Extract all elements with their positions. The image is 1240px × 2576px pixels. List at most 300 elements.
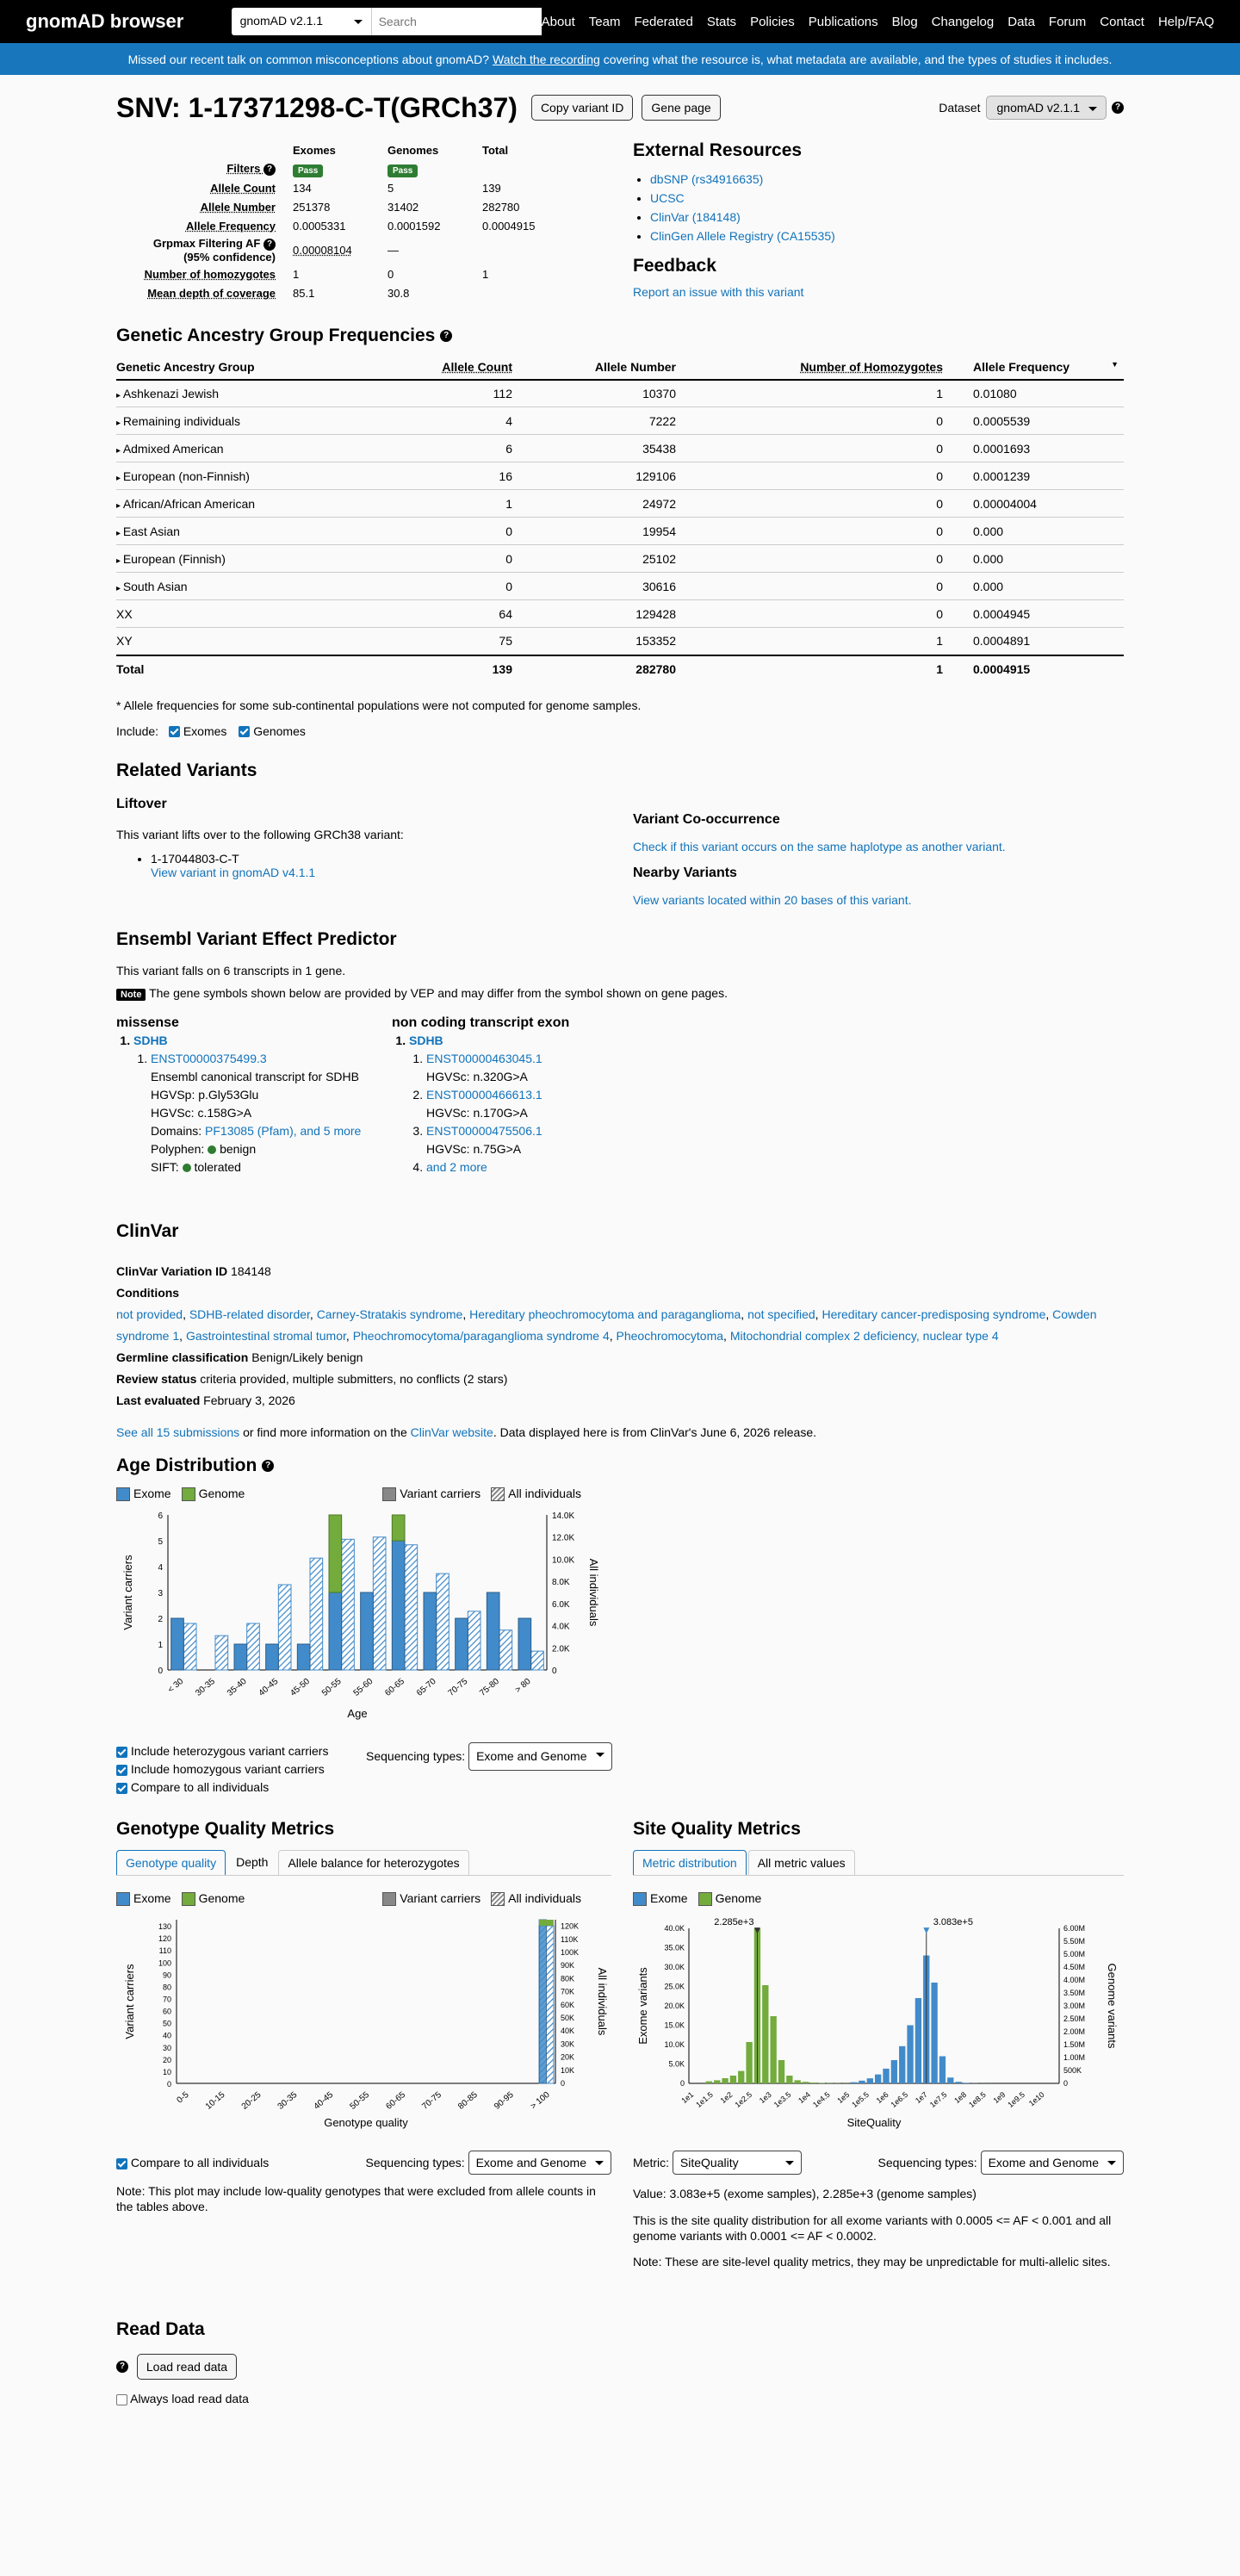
allele-frequency-exome: 0.0005331 [293, 219, 346, 233]
y2-tick-label: 6.0K [552, 1599, 570, 1610]
ancestry-cell: 129106 [512, 462, 676, 490]
site-logo[interactable]: gnomAD browser [26, 10, 184, 32]
help-icon[interactable]: ? [440, 330, 452, 342]
x-tick-label: 20-25 [239, 2090, 264, 2112]
exome-bar [939, 2057, 946, 2084]
ancestry-cell: 0.0004945 [943, 600, 1124, 628]
ancestry-cell: ▸ European (non-Finnish) [116, 462, 400, 490]
y-tick-label: 0 [679, 2079, 685, 2089]
x-tick-label: 0-5 [175, 2090, 191, 2106]
gq-note: Note: This plot may include low-quality genotypes that were excluded from allele counts in the tables above. [116, 2184, 596, 2214]
y-tick-label: 2 [158, 1614, 163, 1624]
sq-tabs [633, 1850, 1124, 1876]
ancestry-cell: 0.000 [943, 518, 1124, 545]
y2-tick-label: 120K [561, 1921, 580, 1931]
ancestry-cell: 0 [676, 545, 943, 573]
th-homozygotes[interactable]: Number of Homozygotes [676, 355, 943, 380]
condition-link[interactable]: not specified [747, 1307, 815, 1321]
sq-legend: Exome Genome [633, 1891, 1124, 1906]
always-load-checkbox[interactable] [116, 2394, 127, 2405]
ancestry-row [116, 600, 1124, 628]
nav-link[interactable]: Publications [808, 14, 878, 29]
banner-text: Missed our recent talk on common misconceptions about gnomAD? [127, 52, 489, 66]
ancestry-title: Genetic Ancestry Group Frequencies ? [116, 326, 1124, 346]
gene-link[interactable]: SDHB [133, 1033, 168, 1047]
all-individuals-bar [468, 1611, 480, 1670]
ancestry-cell: 0 [676, 435, 943, 462]
nav-link[interactable]: Data [1008, 14, 1035, 29]
ancestry-cell: 24972 [512, 490, 676, 518]
dataset-select[interactable]: gnomAD v2.1.1 [232, 8, 372, 35]
exome-bar [947, 2077, 953, 2083]
exome-bar [392, 1541, 405, 1670]
homozygotes-genome: 0 [388, 268, 394, 282]
include-genomes-checkbox[interactable] [239, 726, 250, 737]
ancestry-row[interactable] [116, 407, 1124, 435]
tab-allele-balance[interactable]: Allele balance for heterozygotes [278, 1850, 468, 1875]
all-individuals-bar [183, 1623, 196, 1670]
y2-tick-label: 6.00M [1063, 1924, 1086, 1934]
genome-bar [770, 2016, 776, 2083]
noncoding-section: non coding transcript exon 1. SDHB 1. ENST00000463045.1 HGVSc: n.320G>A 2. ENST00000466613.1 HGVSc: n.170G>A 3. ENST00000475506.1 HGVSc: n.75G>A 4. and 2 more [392, 1014, 569, 1176]
page-header [116, 90, 1124, 125]
compare-all-checkbox[interactable] [116, 1783, 127, 1794]
ancestry-cell: 1 [400, 490, 512, 518]
age-title: Age Distribution ? [116, 1456, 1124, 1476]
all-individuals-bar [437, 1574, 450, 1670]
total-cell: Total [116, 655, 400, 683]
x-tick-label: 1e3.5 [772, 2090, 793, 2110]
dbsnp-link[interactable]: dbSNP (rs34916635) [650, 172, 764, 186]
y-tick-label: 30.0K [664, 1963, 685, 1972]
load-read-data-button[interactable]: Load read data [137, 2354, 237, 2380]
y-tick-label: 50 [162, 2019, 171, 2028]
ancestry-cell: ▸ Admixed American [116, 435, 400, 462]
y2-tick-label: 110K [561, 1934, 579, 1944]
ancestry-row[interactable] [116, 518, 1124, 545]
ancestry-cell: ▸ East Asian [116, 518, 400, 545]
ancestry-cell: 30616 [512, 573, 676, 600]
ancestry-row[interactable] [116, 380, 1124, 407]
include-exomes-checkbox[interactable] [169, 726, 180, 737]
nav-link[interactable]: Federated [634, 14, 693, 29]
tab-all-metric-values[interactable]: All metric values [748, 1850, 855, 1875]
clinvar-details: ClinVar Variation ID 184148 Conditions not provided, SDHB-related disorder, Carney-Stratakis syndrome, Hereditary pheochromocytoma and paraganglioma, not specified, Hereditary cancer-predisposing syndrome, Cowden syndrome 1, Gastrointestinal stromal tumor, Pheochromocytoma/paraganglioma syndrome 4, Pheochromocytoma, Mitochondrial complex 2 deficiency, nuclear type 4 Germline classification Benign/Likely benign Review status criteria provided, multiple submitters, no conflicts (2 stars) Last evaluated February 3, 2026 See all 15 submissions or find more information on the ClinVar website. Data displayed here is from ClinVar's June 6, 2026 release. [116, 1261, 1124, 1443]
x-tick-label: 40-45 [312, 2090, 336, 2112]
ancestry-cell: 16 [400, 462, 512, 490]
ancestry-cell: 75 [400, 628, 512, 655]
y2-tick-label: 90K [561, 1961, 575, 1971]
allele-count-label: Allele Count [210, 181, 276, 195]
clinvar-link[interactable]: ClinVar (184148) [650, 210, 741, 224]
condition-link[interactable]: Hereditary cancer-predisposing syndrome [822, 1307, 1046, 1321]
y-tick-label: 5.0K [668, 2059, 685, 2069]
y-tick-label: 3 [158, 1588, 163, 1598]
nav-link[interactable]: Contact [1100, 14, 1144, 29]
x-tick-label: 1e1.5 [694, 2090, 715, 2110]
homozygotes-label: Number of homozygotes [144, 268, 276, 282]
x-tick-label: 1e6 [874, 2090, 890, 2106]
y2-tick-label: 4.0K [552, 1622, 570, 1632]
ancestry-cell: 0.00004004 [943, 490, 1124, 518]
exome-bar [234, 1644, 247, 1670]
x-tick-label: 1e1 [679, 2090, 696, 2106]
age-chart [116, 1506, 598, 1739]
vep-note: Note The gene symbols shown below are provided by VEP and may differ from the symbol shown on gene pages. [116, 986, 1124, 1000]
y-tick-label: 110 [158, 1946, 171, 1956]
nav-link[interactable]: Blog [891, 14, 918, 29]
total-cell: 0.0004915 [943, 655, 1124, 683]
all-individuals-bar [342, 1539, 355, 1670]
allele-frequency-genome: 0.0001592 [388, 219, 441, 233]
condition-link[interactable]: Mitochondrial complex 2 deficiency, nuclear type 4 [729, 1328, 999, 1343]
age-seq-types: Sequencing types: Exome and Genome [366, 1742, 612, 1797]
nav-link[interactable]: Team [588, 14, 621, 29]
y-axis-label: Variant carriers [121, 1555, 134, 1630]
x-tick-label: 1e10 [1026, 2090, 1046, 2108]
ancestry-cell: XX [116, 600, 400, 628]
search-box [232, 8, 542, 35]
y-tick-label: 40.0K [664, 1924, 685, 1934]
noncoding-title: non coding transcript exon [392, 1015, 570, 1030]
total-cell: 1 [676, 655, 943, 683]
ancestry-cell: 4 [400, 407, 512, 435]
y-tick-label: 120 [158, 1934, 171, 1944]
genome-bar [706, 2082, 712, 2083]
y2-tick-label: 2.50M [1063, 2014, 1086, 2024]
allele-frequency-label: Allele Frequency [185, 219, 276, 233]
y2-axis-label: All individuals [587, 1558, 600, 1627]
y-tick-label: 40 [162, 2031, 171, 2040]
y2-tick-label: 10.0K [552, 1555, 575, 1566]
nav-link[interactable]: Help/FAQ [1157, 14, 1214, 29]
y2-tick-label: 50K [561, 2014, 575, 2023]
exome-bar [171, 1618, 184, 1670]
banner-text-end: covering what the resource is, what metadata are available, and the types of studies it includes. [603, 52, 1113, 66]
copy-variant-id-button[interactable]: Copy variant ID [531, 95, 633, 121]
genome-bar [819, 2083, 825, 2084]
liftover-link[interactable]: View variant in gnomAD v4.1.1 [151, 865, 316, 879]
variant-summary [116, 140, 633, 303]
y-tick-label: 20 [162, 2056, 171, 2065]
include-hom-checkbox[interactable] [116, 1765, 127, 1776]
ancestry-cell: ▸ Ashkenazi Jewish [116, 380, 400, 407]
tab-genotype-quality[interactable]: Genotype quality [116, 1850, 226, 1875]
y2-tick-label: 3.50M [1063, 1989, 1086, 1998]
y2-tick-label: 5.50M [1063, 1937, 1086, 1946]
grpmax-genome: — [388, 243, 399, 257]
y2-axis-label: All individuals [596, 1967, 609, 2036]
help-icon[interactable]: ? [116, 2361, 128, 2373]
ancestry-cell: 0.0001239 [943, 462, 1124, 490]
nearby-link[interactable]: View variants located within 20 bases of this variant. [633, 892, 912, 907]
allele-number-exome: 251378 [293, 200, 331, 214]
ancestry-cell: 6 [400, 435, 512, 462]
depth-label: Mean depth of coverage [147, 287, 276, 301]
x-tick-label: 10-15 [203, 2090, 227, 2112]
ancestry-row [116, 628, 1124, 655]
grpmax-exome[interactable]: 0.00008104 [293, 243, 352, 257]
nav-link[interactable]: Forum [1048, 14, 1087, 29]
gq-tabs [116, 1850, 611, 1876]
ancestry-row[interactable] [116, 545, 1124, 573]
age-legend: Exome Genome Variant carriers All individuals [116, 1487, 581, 1501]
x-tick-label: 70-75 [420, 2090, 443, 2112]
cooccurrence-section [633, 797, 1006, 907]
external-links [650, 170, 1124, 245]
th-group[interactable]: Genetic Ancestry Group [116, 355, 400, 380]
y-axis-label: Exome variants [636, 1967, 649, 2045]
th-allele-frequency[interactable]: Allele Frequency ▼ [943, 355, 1124, 380]
gene-page-button[interactable]: Gene page [642, 95, 720, 121]
genome-bar [778, 2060, 784, 2083]
dataset-dropdown[interactable]: gnomAD v2.1.1 [986, 96, 1107, 120]
announcement-banner [0, 43, 1240, 75]
liftover-variant: • 1-17044803-C-T [151, 852, 633, 866]
x-tick-label: < 30 [166, 1676, 186, 1695]
y-tick-label: 1 [158, 1640, 163, 1650]
genome-bar [714, 2081, 720, 2084]
ancestry-cell: 25102 [512, 545, 676, 573]
exome-bar [266, 1644, 279, 1670]
condition-link[interactable]: Cowden syndrome 1 [116, 1307, 1097, 1343]
transcript-link[interactable]: ENST00000475506.1 [426, 1123, 542, 1138]
ancestry-cell: 1 [676, 628, 943, 655]
exome-bar [955, 2082, 961, 2083]
x-tick-label: 1e7 [913, 2090, 929, 2106]
x-tick-label: 1e6.5 [889, 2090, 910, 2110]
more-transcripts-link[interactable]: and 2 more [426, 1159, 487, 1174]
exome-bar [875, 2075, 881, 2083]
page-title: SNV: 1-17371298-C-T(GRCh37) [116, 91, 518, 123]
top-navigation-bar [0, 0, 1240, 43]
genome-bar [539, 1920, 554, 1926]
ancestry-cell: ▸ African/African American [116, 490, 400, 518]
ancestry-cell: 0.000 [943, 573, 1124, 600]
transcript-link[interactable]: ENST00000463045.1 [426, 1051, 542, 1065]
summary-table [116, 140, 577, 303]
age-options: Include heterozygous variant carriers Include homozygous variant carriers Compare to all individuals [116, 1742, 366, 1797]
help-icon[interactable]: ? [1112, 102, 1124, 114]
ancestry-row[interactable] [116, 462, 1124, 490]
grpmax-label: Grpmax Filtering AF ? (95% confidence) [152, 237, 276, 264]
domains-link[interactable]: PF13085 (Pfam), and 5 more [205, 1123, 362, 1138]
total-cell: 282780 [512, 655, 676, 683]
y-axis-label: Variant carriers [123, 1964, 136, 2039]
y2-tick-label: 80K [561, 1974, 575, 1983]
depth-genome: 30.8 [388, 287, 410, 301]
x-tick-label: 1e2.5 [733, 2090, 754, 2110]
y-tick-label: 35.0K [664, 1943, 685, 1952]
help-icon[interactable]: ? [262, 1460, 274, 1472]
sequencing-types-dropdown[interactable]: Exome and Genome [468, 1742, 611, 1771]
x-tick-label: 1e8.5 [967, 2090, 988, 2110]
y2-tick-label: 70K [561, 1987, 575, 1996]
marker-label: 3.083e+5 [933, 1917, 973, 1928]
y-tick-label: 80 [162, 1983, 171, 1992]
nav-link[interactable]: Policies [750, 14, 795, 29]
x-axis-label: SiteQuality [846, 2116, 902, 2130]
transcript-link[interactable]: ENST00000466613.1 [426, 1087, 542, 1102]
transcript-link[interactable]: ENST00000375499.3 [151, 1051, 267, 1065]
ancestry-row[interactable] [116, 435, 1124, 462]
x-tick-label: 1e5 [835, 2090, 852, 2106]
allele-frequency-total: 0.0004915 [482, 219, 536, 233]
sq-sequencing-types-dropdown[interactable]: Exome and Genome [981, 2151, 1124, 2175]
ucsc-link[interactable]: UCSC [650, 191, 685, 205]
exome-bar [867, 2078, 873, 2083]
condition-link[interactable]: SDHB-related disorder [189, 1307, 310, 1321]
allele-number-label: Allele Number [200, 200, 276, 214]
col-total: Total [482, 143, 509, 157]
y-tick-label: 15.0K [664, 2020, 685, 2030]
x-axis-label: Age [347, 1706, 368, 1720]
genome-bar [795, 2081, 801, 2084]
genome-bar [786, 2076, 792, 2083]
exome-bar [539, 1920, 546, 2083]
y2-tick-label: 0 [552, 1666, 557, 1676]
ancestry-cell: 129428 [512, 600, 676, 628]
gene-link[interactable]: SDHB [409, 1033, 443, 1047]
x-tick-label: 1e4.5 [811, 2090, 832, 2110]
report-issue-link[interactable]: Report an issue with this variant [633, 285, 804, 299]
dataset-label: Dataset [939, 101, 981, 115]
help-icon[interactable]: ? [264, 164, 276, 176]
x-tick-label: 50-55 [348, 2090, 372, 2112]
ancestry-cell: ▸ South Asian [116, 573, 400, 600]
x-tick-label: 55-60 [351, 1676, 375, 1698]
x-tick-label: 70-75 [446, 1676, 470, 1698]
all-individuals-bar [247, 1623, 260, 1670]
x-tick-label: 1e7.5 [927, 2090, 949, 2110]
gq-chart [116, 1911, 607, 2144]
y2-axis-label: Genome variants [1106, 1963, 1119, 2049]
x-tick-label: 1e9.5 [1006, 2090, 1027, 2110]
all-individuals-bar [278, 1585, 291, 1670]
ancestry-cell: 7222 [512, 407, 676, 435]
exome-bar [891, 2060, 897, 2083]
all-submissions-link[interactable]: See all 15 submissions [116, 1425, 240, 1439]
y2-tick-label: 1.00M [1063, 2053, 1086, 2063]
y2-tick-label: 100K [561, 1948, 580, 1958]
exome-bar [899, 2046, 905, 2083]
x-tick-label: 60-65 [383, 1676, 406, 1698]
cooc-title: Variant Co-occurrence [633, 811, 780, 827]
y-tick-label: 6 [158, 1511, 163, 1521]
ancestry-cell: 112 [400, 380, 512, 407]
genome-pass-badge: Pass [388, 164, 418, 177]
read-data-title: Read Data [116, 2319, 205, 2340]
y2-tick-label: 40K [561, 2027, 575, 2036]
ancestry-row[interactable] [116, 490, 1124, 518]
exome-bar [424, 1592, 437, 1670]
genome-bar [738, 2071, 744, 2083]
th-allele-count[interactable]: Allele Count [400, 355, 512, 380]
exome-bar [883, 2069, 889, 2083]
total-cell: 139 [400, 655, 512, 683]
x-tick-label: 1e2 [718, 2090, 735, 2106]
x-axis-label: Genotype quality [324, 2116, 408, 2130]
x-tick-label: 45-50 [288, 1676, 312, 1698]
exome-bar [859, 2081, 865, 2083]
x-tick-label: 1e9 [991, 2090, 1008, 2106]
genome-bar [730, 2076, 736, 2083]
homozygotes-total: 1 [482, 268, 489, 282]
ancestry-row[interactable] [116, 573, 1124, 600]
y-tick-label: 60 [162, 2007, 171, 2016]
vep-falls: This variant falls on 6 transcripts in 1 gene. [116, 963, 346, 978]
condition-link[interactable]: Pheochromocytoma [616, 1328, 724, 1343]
x-tick-label: 80-85 [456, 2090, 480, 2112]
x-tick-label: > 80 [513, 1676, 533, 1695]
all-individuals-bar [405, 1545, 418, 1670]
cooc-link[interactable]: Check if this variant occurs on the same haplotype as another variant. [633, 839, 1006, 853]
sq-title: Site Quality Metrics [633, 1818, 801, 1839]
exome-bar [518, 1618, 531, 1670]
th-allele-number[interactable]: Allele Number [512, 355, 676, 380]
gq-compare-checkbox[interactable] [116, 2158, 127, 2169]
main-nav [542, 15, 1214, 29]
metric-dropdown[interactable]: SiteQuality [673, 2151, 802, 2175]
exome-bar [907, 2026, 913, 2084]
y-tick-label: 5 [158, 1536, 163, 1547]
sq-description: This is the site quality distribution for all exome variants with 0.0005 <= AF < 0.001 and all genome variants with 0.0001 <= AF < 0.0002. [633, 2213, 1112, 2244]
condition-link[interactable]: Carney-Stratakis syndrome [316, 1307, 463, 1321]
include-het-checkbox[interactable] [116, 1747, 127, 1758]
external-resources [633, 140, 1124, 303]
y2-tick-label: 2.00M [1063, 2027, 1086, 2037]
genome-bar [722, 2078, 728, 2083]
read-controls [116, 2354, 1124, 2380]
ancestry-total-row [116, 655, 1124, 683]
nearby-title: Nearby Variants [633, 865, 737, 880]
search-input[interactable] [372, 8, 542, 35]
exome-bar [915, 1998, 921, 2083]
ancestry-cell: 64 [400, 600, 512, 628]
external-title: External Resources [633, 140, 803, 160]
x-tick-label: 1e5.5 [850, 2090, 871, 2110]
y-tick-label: 130 [158, 1922, 171, 1932]
y2-tick-label: 0 [561, 2079, 566, 2089]
ancestry-cell: 0 [676, 518, 943, 545]
condition-link[interactable]: Gastrointestinal stromal tumor [185, 1328, 346, 1343]
nav-link[interactable]: Changelog [931, 14, 995, 29]
y2-tick-label: 30K [561, 2039, 575, 2049]
condition-link[interactable]: not provided [116, 1307, 183, 1321]
col-exomes: Exomes [293, 143, 336, 157]
condition-link[interactable]: Hereditary pheochromocytoma and paraganglioma [469, 1307, 741, 1321]
exome-bar [931, 1983, 937, 2083]
condition-link[interactable]: Pheochromocytoma/paraganglioma syndrome 4 [352, 1328, 610, 1343]
gq-sequencing-types-dropdown[interactable]: Exome and Genome [468, 2151, 611, 2175]
missense-title: missense [116, 1015, 179, 1030]
ancestry-cell: 0 [676, 407, 943, 435]
exome-bar [456, 1618, 468, 1670]
nav-link[interactable]: Stats [706, 14, 737, 29]
ancestry-cell: 19954 [512, 518, 676, 545]
x-tick-label: > 100 [529, 2090, 552, 2112]
banner-link[interactable]: Watch the recording [493, 52, 600, 66]
clinvar-website-link[interactable]: ClinVar website [410, 1425, 493, 1439]
ancestry-cell: ▸ European (Finnish) [116, 545, 400, 573]
nav-link[interactable]: About [541, 14, 575, 29]
allele-number-total: 282780 [482, 200, 520, 214]
clingen-link[interactable]: ClinGen Allele Registry (CA15535) [650, 229, 835, 243]
tab-depth[interactable]: Depth [227, 1850, 276, 1875]
ancestry-cell: 0 [400, 573, 512, 600]
tab-metric-distribution[interactable]: Metric distribution [633, 1850, 747, 1875]
ancestry-cell: 0 [676, 573, 943, 600]
